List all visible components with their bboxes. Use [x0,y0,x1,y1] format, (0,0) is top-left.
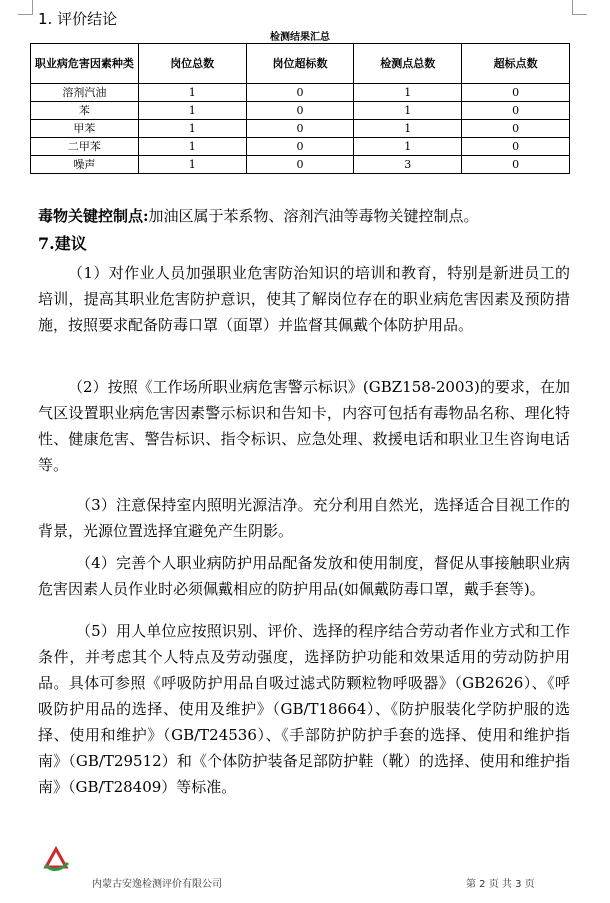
header-hazard-type: 职业病危害因素种类 [31,44,139,84]
table-cell: 1 [138,156,246,174]
table-cell: 0 [462,156,570,174]
recommendation-1: （1）对作业人员加强职业危害防治知识的培训和教育，特别是新进员工的培训，提高其职业危害防护意识，使其了解岗位存在的职业病危害因素及预防措施，按照要求配备防毒口罩（面罩）并监督其佩戴个体防护用品。 [38,264,570,334]
table-row [31,138,570,156]
table-cell: 0 [246,84,354,102]
table-cell: 1 [138,120,246,138]
header-post-total: 岗位总数 [138,44,246,84]
table-cell: 0 [462,84,570,102]
table-caption: 检测结果汇总 [270,32,330,43]
key-control-points-label: 毒物关键控制点: [38,207,149,225]
table-row [31,156,570,174]
section-title: 1. 评价结论 [38,10,118,28]
recommendation-2: （2）按照《工作场所职业病危害警示标识》(GBZ158-2003)的要求，在加气区设置职业病危害因素警示标识和告知卡，内容可包括有毒物品名称、理化特性、健康危害、警告标识、指令标识、应急处理、救援电话和职业卫生咨询电话等。 [38,378,570,474]
footer-page-number: 第 2 页 共 3 页 [466,879,535,890]
table-cell: 溶剂汽油 [31,84,139,102]
table-cell: 甲苯 [31,120,139,138]
table-cell: 1 [354,138,462,156]
table-row [31,84,570,102]
recommendation-4: （4）完善个人职业病防护用品配备发放和使用制度，督促从事接触职业病危害因素人员作业时必须佩戴相应的防护用品(如佩戴防毒口罩，戴手套等)。 [38,554,570,598]
recommendations-heading: 7.建议 [38,234,87,253]
table-cell: 1 [138,84,246,102]
table-cell: 0 [462,120,570,138]
table-cell: 1 [138,138,246,156]
table-cell: 3 [354,156,462,174]
table-cell: 1 [354,102,462,120]
table-cell: 0 [462,138,570,156]
table-cell: 0 [246,120,354,138]
table-cell: 苯 [31,102,139,120]
table-cell: 0 [246,138,354,156]
table-cell: 0 [246,156,354,174]
table-cell: 二甲苯 [31,138,139,156]
header-post-exceed: 岗位超标数 [246,44,354,84]
results-summary-table [30,43,570,174]
table-cell: 1 [354,120,462,138]
table-cell: 0 [246,102,354,120]
crop-mark-top-right [572,0,587,15]
table-cell: 噪声 [31,156,139,174]
recommendation-3: （3）注意保持室内照明光源洁净。充分利用自然光，选择适合目视工作的背景，光源位置选择宜避免产生阴影。 [38,496,570,540]
key-control-points-text: 加油区属于苯系物、溶剂汽油等毒物关键控制点。 [148,207,479,225]
company-logo-icon [42,845,70,873]
table-header-row [31,44,570,84]
footer-company: 内蒙古安逸检测评价有限公司 [92,879,222,890]
table-cell: 0 [462,102,570,120]
table-row [31,102,570,120]
table-row [31,120,570,138]
crop-mark-top-left [18,0,33,15]
table-cell: 1 [354,84,462,102]
table-cell: 1 [138,102,246,120]
header-point-total: 检测点总数 [354,44,462,84]
header-point-exceed: 超标点数 [462,44,570,84]
recommendation-5: （5）用人单位应按照识别、评价、选择的程序结合劳动者作业方式和工作条件，并考虑其个人特点及劳动强度，选择防护功能和效果适用的劳动防护用品。具体可参照《呼吸防护用品自吸过滤式防颗粒物呼吸器》（GB2626）、《呼吸防护用品的选择、使用及维护》（GB/T18664）、《防护服装化学防护服的选择、使用和维护》（GB/T24536）、《手部防护防护手套的选择、使用和维护指南》（GB/T29512）和《个体防护装备足部防护鞋（靴）的选择、使用和维护指南》（GB/T28409）等标准。 [38,622,570,796]
key-control-points [38,203,570,229]
